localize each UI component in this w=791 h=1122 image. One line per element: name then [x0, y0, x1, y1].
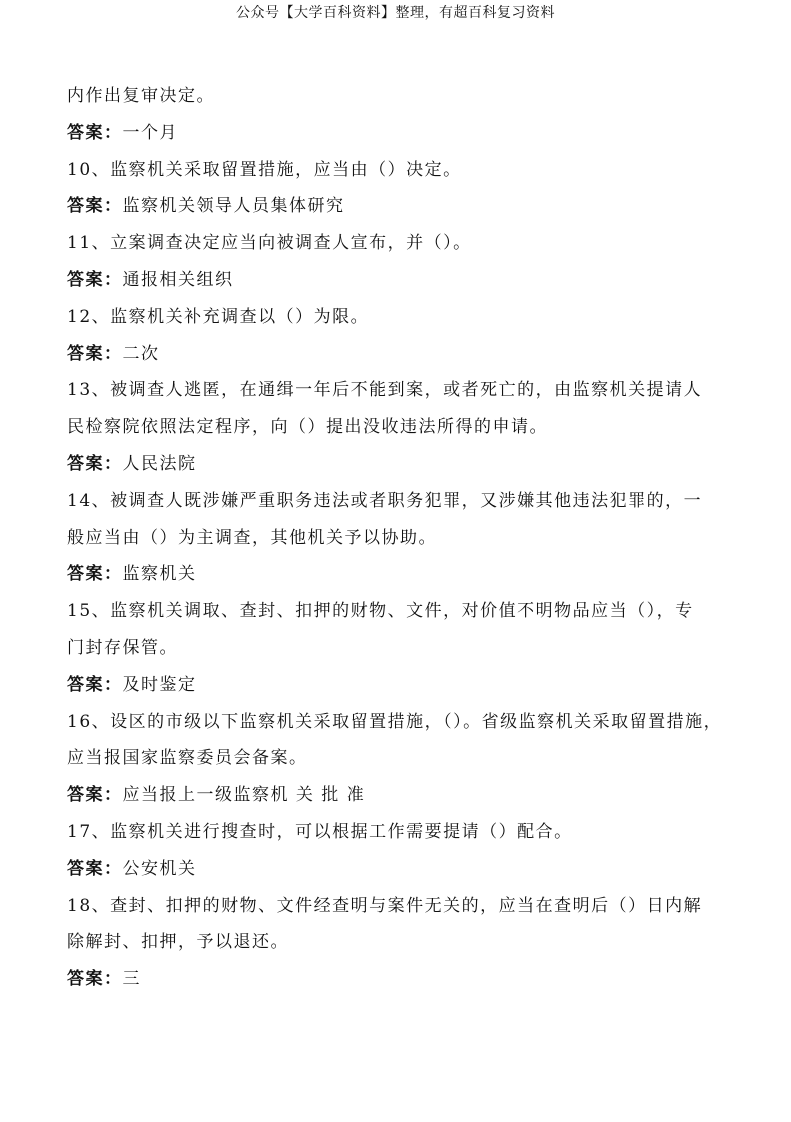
- answer-text: 一个月: [122, 122, 178, 143]
- answer-line: [67, 851, 732, 888]
- intro-line: 内作出复审决定。: [67, 86, 215, 106]
- answer-line: [67, 777, 732, 814]
- question-line: 门封存保管。: [67, 637, 178, 658]
- question-line: 17、监察机关进行搜查时，可以根据工作需要提请（）配合。: [67, 821, 573, 842]
- question-line: 11、立案调查决定应当向被调查人宣布，并（）。: [67, 233, 472, 254]
- answer-line: [67, 961, 732, 998]
- answer-text: 人民法院: [122, 453, 197, 474]
- answer-label: 答案：: [67, 785, 123, 806]
- answer-text: 公安机关: [122, 858, 197, 879]
- answer-line: [67, 336, 732, 373]
- answer-label: 答案：: [67, 343, 123, 364]
- question-line: 应当报国家监察委员会备案。: [67, 748, 308, 769]
- answer-label: 答案：: [67, 196, 123, 217]
- question-line: 般应当由（）为主调查，其他机关予以协助。: [67, 527, 437, 548]
- answer-line: [67, 262, 732, 299]
- answer-line: [67, 667, 732, 704]
- answer-label: 答案：: [67, 858, 123, 879]
- answer-text: 三: [122, 969, 141, 990]
- answer-text: 应当报上一级监察机 关 批 准: [122, 785, 366, 806]
- answer-label: 答案：: [67, 453, 123, 474]
- answer-text: 及时鉴定: [122, 674, 197, 695]
- question-line: 除解封、扣押，予以退还。: [67, 932, 289, 953]
- answer-text: 二次: [122, 343, 160, 364]
- answer-label: 答案：: [67, 674, 123, 695]
- question-line: 15、监察机关调取、查封、扣押的财物、文件，对价值不明物品应当（），专: [67, 601, 694, 622]
- answer-label: 答案：: [67, 122, 123, 143]
- question-line: 12、监察机关补充调查以（）为限。: [67, 306, 370, 327]
- document-body: [67, 78, 732, 998]
- question-line: 18、查封、扣押的财物、文件经查明与案件无关的，应当在查明后（）日内解: [67, 895, 703, 916]
- question-line: 14、被调查人既涉嫌严重职务违法或者职务犯罪，又涉嫌其他违法犯罪的，一: [67, 490, 703, 511]
- answer-label: 答案：: [67, 564, 123, 585]
- answer-line: [67, 115, 732, 152]
- question-line: 16、设区的市级以下监察机关采取留置措施，（）。省级监察机关采取留置措施，: [67, 711, 723, 732]
- question-line: 民检察院依照法定程序，向（）提出没收违法所得的申请。: [67, 417, 548, 438]
- question-list: [67, 152, 732, 998]
- answer-text: 监察机关领导人员集体研究: [122, 196, 345, 217]
- question-line: 10、监察机关采取留置措施，应当由（）决定。: [67, 159, 462, 180]
- answer-text: 监察机关: [122, 564, 197, 585]
- page-header: 公众号【大学百科资料】整理，有超百科复习资料: [236, 5, 555, 21]
- answer-label: 答案：: [67, 269, 123, 290]
- answer-label: 答案：: [67, 969, 123, 990]
- answer-line: [67, 188, 732, 225]
- answer-line: [67, 446, 732, 483]
- answer-text: 通报相关组织: [122, 269, 234, 290]
- question-line: 13、被调查人逃匿，在通缉一年后不能到案，或者死亡的，由监察机关提请人: [67, 380, 703, 401]
- answer-line: [67, 556, 732, 593]
